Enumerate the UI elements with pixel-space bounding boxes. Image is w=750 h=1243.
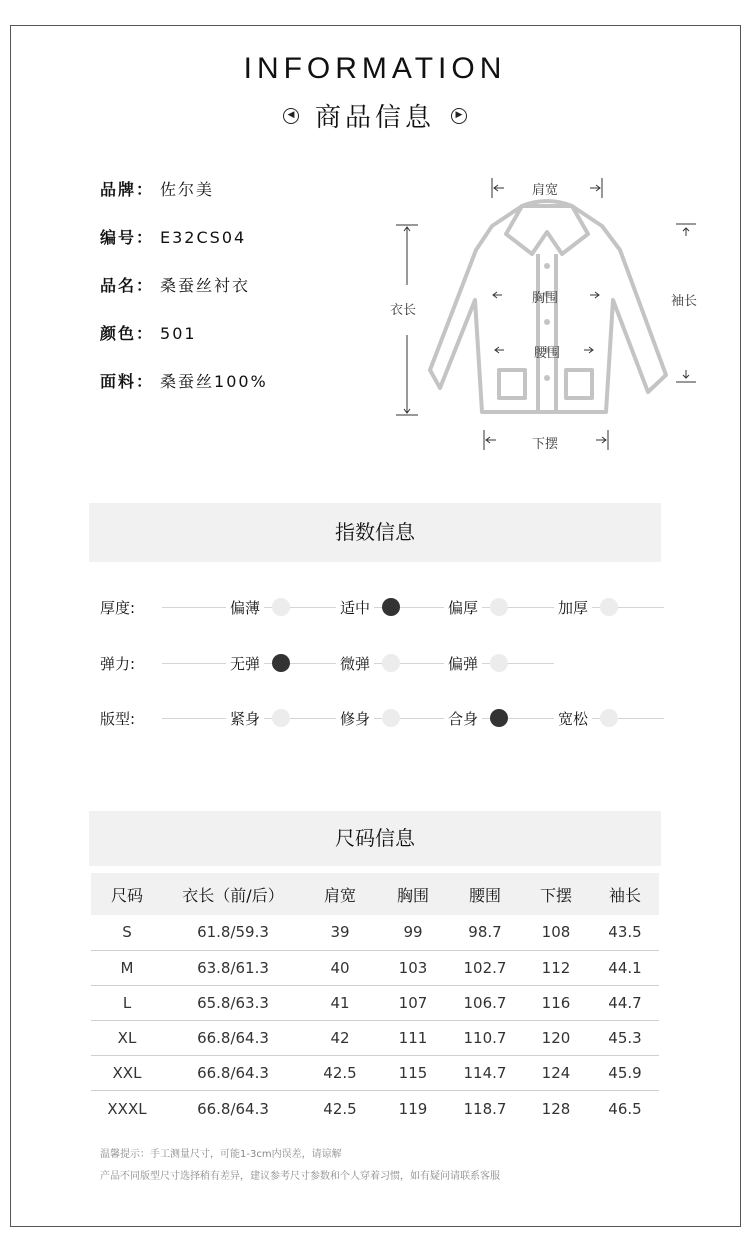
- scale-elasticity-option-1: [226, 651, 290, 675]
- table-cell: 66.8/64.3: [163, 1021, 303, 1056]
- scale-elasticity-label: 弹力:: [100, 655, 136, 673]
- table-cell: 98.7: [449, 915, 521, 950]
- info-code: [100, 225, 246, 248]
- info-code-value: E32CS04: [160, 228, 247, 247]
- info-brand-key: 品牌：: [100, 180, 155, 199]
- selected-dot-icon: [382, 598, 400, 616]
- unselected-dot-icon: [600, 598, 618, 616]
- scale-fit-option-3: [444, 706, 508, 730]
- table-cell: 107: [377, 985, 449, 1020]
- table-cell: 103: [377, 950, 449, 985]
- table-cell: 128: [541, 1099, 571, 1118]
- table-row: [91, 950, 659, 985]
- unselected-dot-icon: [382, 709, 400, 727]
- scale-fit-label: 版型:: [100, 710, 136, 728]
- info-name-value: 桑蚕丝衬衣: [160, 276, 251, 295]
- scale-elasticity-option-3: [444, 651, 508, 675]
- table-cell: M: [91, 950, 163, 985]
- size-table-header: 腰围: [449, 873, 521, 915]
- table-cell: 118.7: [463, 1099, 507, 1118]
- table-cell: XXXL: [107, 1099, 147, 1118]
- scale-thickness-option-3: [444, 595, 508, 619]
- scale-thickness-option-2: [336, 595, 400, 619]
- table-cell: 42: [303, 1021, 377, 1056]
- table-cell: 111: [377, 1021, 449, 1056]
- scale-fit-option-1: [226, 706, 290, 730]
- info-color-key: 颜色：: [100, 324, 155, 343]
- selected-dot-icon: [490, 709, 508, 727]
- dim-sleeve-label: 袖长: [671, 294, 698, 309]
- unselected-dot-icon: [272, 598, 290, 616]
- table-cell: 63.8/61.3: [163, 950, 303, 985]
- title-english: INFORMATION: [243, 52, 507, 85]
- dim-chest-label: 胸围: [532, 291, 559, 306]
- table-cell: 106.7: [449, 985, 521, 1020]
- scale-thickness-label: 厚度:: [100, 599, 136, 617]
- size-table-header-row: [91, 873, 659, 915]
- table-cell: 44.1: [591, 950, 659, 985]
- table-cell: 108: [521, 915, 591, 950]
- scale-elasticity: [100, 651, 670, 675]
- garment-diagram: [380, 170, 720, 460]
- unselected-dot-icon: [382, 654, 400, 672]
- table-cell: 42.5: [303, 1056, 377, 1091]
- unselected-dot-icon: [600, 709, 618, 727]
- size-table-header: 衣长（前/后）: [163, 873, 303, 915]
- info-name: [100, 273, 250, 296]
- info-brand: [100, 177, 214, 200]
- size-table-header: 下摆: [521, 873, 591, 915]
- scale-option-text: 修身: [336, 708, 374, 729]
- unselected-dot-icon: [490, 654, 508, 672]
- table-cell: 124: [521, 1056, 591, 1091]
- table-cell: 45.9: [591, 1056, 659, 1091]
- info-brand-value: 佐尔美: [160, 180, 215, 199]
- table-cell: 116: [521, 985, 591, 1020]
- table-cell: 102.7: [449, 950, 521, 985]
- scale-option-text: 适中: [336, 597, 374, 618]
- unselected-dot-icon: [272, 709, 290, 727]
- table-cell: 43.5: [591, 915, 659, 950]
- table-cell: 99: [377, 915, 449, 950]
- scale-option-text: 偏薄: [226, 597, 264, 618]
- circle-left-arrow-icon: ◀: [283, 108, 299, 124]
- table-row: [91, 985, 659, 1020]
- selected-dot-icon: [272, 654, 290, 672]
- scale-option-text: 合身: [444, 708, 482, 729]
- size-section-title: 尺码信息: [89, 811, 661, 866]
- table-row: [91, 1021, 659, 1056]
- table-cell: 66.8/64.3: [163, 1056, 303, 1091]
- table-cell: 44.7: [591, 985, 659, 1020]
- scale-option-text: 加厚: [554, 597, 592, 618]
- size-table: [91, 873, 659, 1126]
- scale-thickness-option-1: [226, 595, 290, 619]
- scale-option-text: 偏弹: [444, 653, 482, 674]
- size-table-header: 袖长: [591, 873, 659, 915]
- size-table-header: 肩宽: [303, 873, 377, 915]
- size-table-header: 胸围: [377, 873, 449, 915]
- scale-option-text: 紧身: [226, 708, 264, 729]
- info-name-key: 品名：: [100, 276, 155, 295]
- table-cell: 120: [521, 1021, 591, 1056]
- circle-right-arrow-icon: ▶: [451, 108, 467, 124]
- scale-option-text: 微弹: [336, 653, 374, 674]
- scale-elasticity-option-2: [336, 651, 400, 675]
- scale-fit: [100, 706, 670, 730]
- table-cell: 42.5: [323, 1099, 357, 1118]
- scale-option-text: 宽松: [554, 708, 592, 729]
- scale-fit-option-4: [554, 706, 618, 730]
- note-measurement: 温馨提示：手工测量尺寸，可能1-3cm内误差，请谅解: [100, 1149, 342, 1160]
- table-cell: 61.8/59.3: [163, 915, 303, 950]
- table-cell: XL: [91, 1021, 163, 1056]
- table-cell: 114.7: [449, 1056, 521, 1091]
- table-cell: 46.5: [608, 1099, 642, 1118]
- title-chinese-row: [0, 97, 750, 134]
- table-cell: 66.8/64.3: [197, 1099, 269, 1118]
- scale-fit-option-2: [336, 706, 400, 730]
- table-cell: 119: [398, 1099, 428, 1118]
- info-fabric-key: 面料：: [100, 372, 155, 391]
- table-row: [91, 1056, 659, 1091]
- table-cell: L: [91, 985, 163, 1020]
- scale-option-text: 无弹: [226, 653, 264, 674]
- table-cell: 40: [303, 950, 377, 985]
- scale-thickness-option-4: [554, 595, 618, 619]
- info-code-key: 编号：: [100, 228, 155, 247]
- table-cell: 39: [303, 915, 377, 950]
- shirt-outline-icon: [380, 170, 720, 460]
- title-chinese: 商品信息: [314, 103, 435, 133]
- info-color-value: 501: [160, 324, 197, 343]
- table-cell: 110.7: [449, 1021, 521, 1056]
- table-cell: S: [91, 915, 163, 950]
- note-fit-advice: 产品不同版型尺寸选择稍有差异，建议参考尺寸参数和个人穿着习惯，如有疑问请联系客服: [100, 1171, 500, 1182]
- scale-option-text: 偏厚: [444, 597, 482, 618]
- table-cell: 45.3: [591, 1021, 659, 1056]
- info-color: [100, 321, 197, 344]
- table-cell: 112: [521, 950, 591, 985]
- table-cell: XXL: [91, 1056, 163, 1091]
- table-row: [91, 1091, 659, 1126]
- info-fabric: [100, 369, 268, 392]
- table-cell: 65.8/63.3: [163, 985, 303, 1020]
- index-section-title: 指数信息: [89, 503, 661, 562]
- scale-thickness: [100, 595, 670, 619]
- table-row: [91, 915, 659, 950]
- info-fabric-value: 桑蚕丝100%: [160, 372, 268, 391]
- dim-waist-label: 腰围: [534, 346, 561, 361]
- unselected-dot-icon: [490, 598, 508, 616]
- dim-length-label: 衣长: [390, 303, 417, 318]
- dim-shoulder-label: 肩宽: [532, 183, 559, 198]
- dim-hem-label: 下摆: [532, 437, 559, 452]
- table-cell: 41: [303, 985, 377, 1020]
- table-cell: 115: [377, 1056, 449, 1091]
- size-table-header: 尺码: [91, 873, 163, 915]
